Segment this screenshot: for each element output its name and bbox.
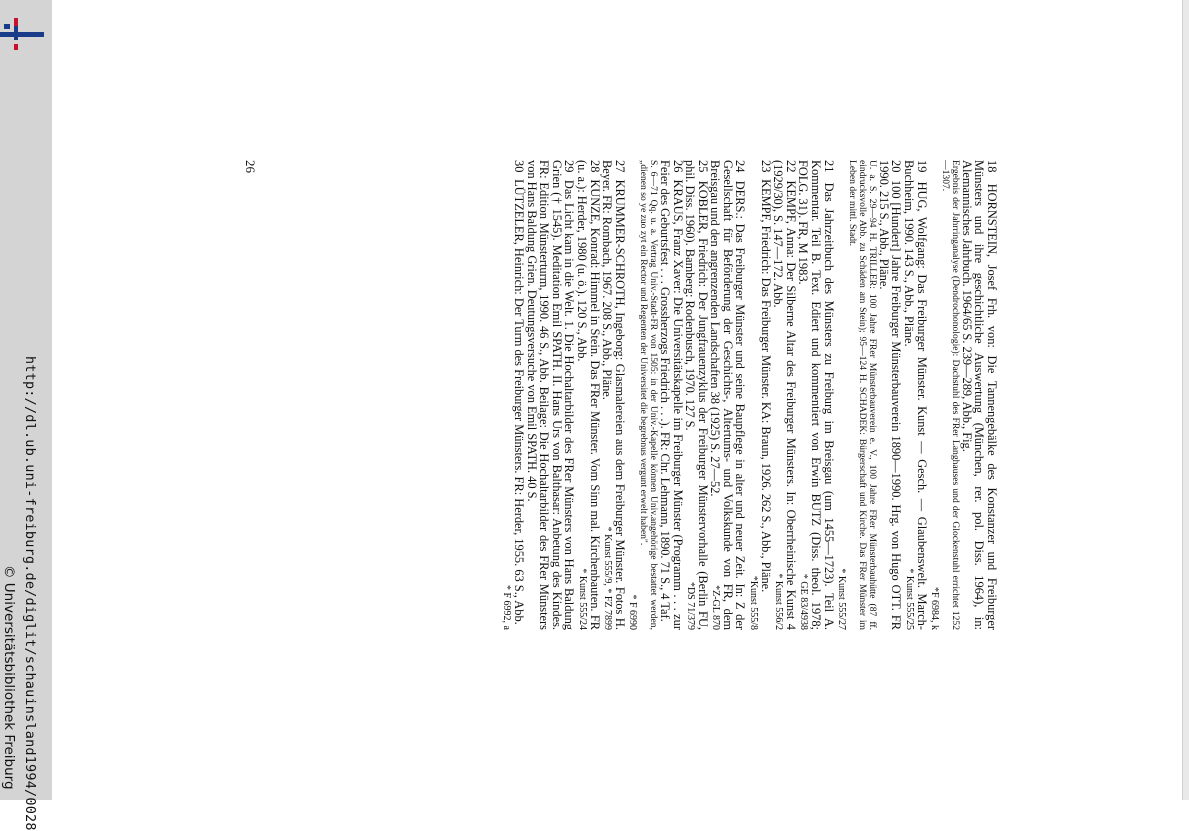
bibliography-entry bbox=[684, 160, 709, 630]
entry-text: KEMPF, Friedrich: Das Freiburger Münster. KA: Braun, 1926. 262 S., Abb., Pläne. bbox=[758, 179, 773, 593]
shelfmark: * Kunst 555/27 bbox=[836, 568, 848, 630]
entry-note: Ergebnis der Jahrringanalyse (Dendrochonologie): Dachstuhl des FRer Langhauses und der Glockenstuhl errichtet 1252—1307. bbox=[940, 160, 962, 630]
entry-number: 21 bbox=[821, 160, 836, 173]
bibliography-entry bbox=[835, 160, 903, 630]
bibliography-entry bbox=[575, 160, 600, 630]
shelfmark: * Kunst 555/25 bbox=[904, 568, 916, 630]
shelfmark: * F 6992, a bbox=[501, 585, 513, 630]
entry-text: LÜTZELER, Heinrich: Der Turm des Freiburger Münsters. FR: Herder, 1955. 63 S., Abb. bbox=[512, 179, 526, 625]
entry-text: KRAUS, Franz Xaver: Die Universitätskapelle im Freiburger Münster (Programm . . . zur Feier des Geburtsfest . . . Grossherzogs Friedrich . . .). FR: Chr. Lehmann, 1890. 71 S., 4 Taf. bbox=[657, 160, 685, 630]
shelfmark: * Kunst 556/2 bbox=[773, 573, 785, 630]
shelfmark: * GE 83/4938 bbox=[798, 573, 810, 630]
bibliography-list bbox=[500, 160, 998, 630]
page-number: 26 bbox=[243, 160, 258, 173]
copyright-notice: © Universitätsbibliothek Freiburg bbox=[1, 565, 17, 790]
shelfmark: * F 6990 bbox=[627, 594, 639, 630]
bibliography-entry bbox=[525, 160, 575, 630]
bibliography-entry bbox=[902, 160, 927, 630]
scanned-page bbox=[243, 160, 999, 630]
bibliography-entry bbox=[626, 160, 684, 630]
entry-text: Das Jahrzeitbuch des Münsters zu Freiburg im Breisgau (um 1455—1723). Teil A. Kommentar. Teil B. Text. Ediert und kommentiert von Erwin BUTZ (Diss. theol. 1978; FOLG. 31). FR, M 1983. bbox=[796, 160, 836, 630]
bibliography-entry bbox=[601, 160, 626, 630]
entry-text: KUNZE, Konrad: Himmel in Stein. Das FRer Münster. Vom Sinn mal. Kirchenbauten. FR (u. a.): Herder, 1980 (u. ö.). 120 S., Abb. bbox=[574, 160, 602, 630]
entry-number: 20 bbox=[889, 160, 904, 173]
entry-number: 29 bbox=[562, 160, 577, 173]
shelfmark: * Kunst 555/24 bbox=[576, 568, 588, 630]
shelfmark: *DS 71/379 bbox=[685, 581, 697, 630]
entry-text: DERS.: Das Freiburger Münster und seine Baupflege in alter und neuer Zeit. In: Z der Gesellschaft für Beförderung der Geschichts-, Altertums- und Volkskunde von FR, dem Breisgau und den angrenzenden Landschaften 38 (1925) S. 27—52. bbox=[708, 160, 748, 630]
entry-note: S. 6—71 Qq. u. a. Vertrag Univ.-Stadt-FR von 1505: in der Univ.-Kapelle können Univ.angehörige bestattet werden, „dienen so ye zuo zyt ein Rector und Regenten der Universitet die begrebnus vergunt erwelt haben". bbox=[638, 160, 660, 630]
entry-note: U. a. S. 29—94 H. TRILLER: 100 Jahre FRer Münsterbauverein e. V., 100 Jahre FRer Münsterbauhütte (87 ff. eindrucksvolle Abb. zu Schäden am Stein); 95—124 H. SCHADEK: Bürgerschaft und Kirche. Das FRer Münster im Leben der mittl. Stadt. bbox=[847, 160, 879, 630]
entry-text: HORNSTEIN, Josef Frh. von: Die Tannengebälke des Konstanzer und Freiburger Münsters und ihre geschichtliche Auswertung (München, rer. pol. Diss. 1964), in: Alemannisches Jahrbuch. 1964/65 S. 239—289, Abb., Fig. bbox=[959, 160, 999, 630]
sidebar bbox=[0, 0, 52, 831]
entry-number: 28 bbox=[587, 160, 602, 173]
shelfmark: *F 6984, k bbox=[929, 586, 941, 630]
entry-number: 25 bbox=[695, 160, 710, 173]
bibliography-entry bbox=[928, 160, 998, 630]
entry-text: KOBLER, Friedrich: Der Jungfrauenzyklus der Freiburger Münstervorhalle (Berlin FU, phil. Diss. 1960). Bamberg: Rodenbusch, 1970. 127 S. bbox=[683, 160, 710, 630]
entry-number: 19 bbox=[914, 160, 929, 173]
entry-number: 23 bbox=[758, 160, 773, 173]
shelfmark: * Kunst 555/9, * FZ 7899 bbox=[602, 526, 614, 630]
entry-number: 18 bbox=[985, 160, 999, 173]
shelfmark: *Kunst 555/8 bbox=[748, 575, 760, 630]
entry-text: KEMPF, Anna: Der Silberne Altar des Freiburger Münsters. In: Oberrheinische Kunst 4 (1929/30), S. 147—172. Abb. bbox=[771, 160, 798, 630]
university-logo-icon bbox=[0, 6, 44, 50]
entry-text: HUG, Wolfgang: Das Freiburger Münster. Kunst — Gesch. — Glaubenswelt. March-Buchheim, 1990. 143 S., Abb., Pläne. bbox=[902, 160, 929, 630]
entry-number: 24 bbox=[733, 160, 748, 173]
entry-text: Das Licht kam in die Welt. 1. Die Hochaltarbilder des FRer Münsters von Hans Baldung Grien († 1545). Meditation Emil SPATH. II. Hans Urs von Balthasar: Anbetung des Kindes. FR: Edition Münsterturm, 1990. 46 S., Abb. Beilage: Die Hochaltarbilder des FRer Münsters von Hans Baldung Grien. Deutungsversuche von Emil SPATH. 40 S. bbox=[524, 160, 577, 630]
entry-number: 27 bbox=[612, 160, 627, 173]
bibliography-entry bbox=[709, 160, 747, 630]
bibliography-entry bbox=[797, 160, 835, 630]
entry-number: 22 bbox=[783, 160, 798, 173]
entry-text: 100 [Hundert] Jahre Freiburger Münsterbauverein 1890—1990. Hrg. von Hugo OTT. FR 1990. 215 S., Abb., Pläne. bbox=[876, 160, 904, 630]
entry-text: KRUMMER-SCHROTH, Ingeborg: Glasmalereien aus dem Freiburger Münster. Fotos H. Beyer. FR: Rombach, 1967. 208 S., Abb., Pläne. bbox=[600, 160, 627, 630]
bibliography-entry bbox=[772, 160, 797, 630]
bibliography-entry bbox=[500, 160, 525, 630]
source-url[interactable]: http://dl.ub.uni-freiburg.de/diglit/schauinsland1994/0028 bbox=[22, 356, 38, 831]
bibliography-entry bbox=[747, 160, 772, 630]
entry-number: 30 bbox=[512, 160, 526, 173]
shelfmark: *Z-GL 870 bbox=[710, 585, 722, 630]
entry-number: 26 bbox=[670, 160, 685, 173]
scrollbar[interactable] bbox=[1182, 0, 1189, 800]
